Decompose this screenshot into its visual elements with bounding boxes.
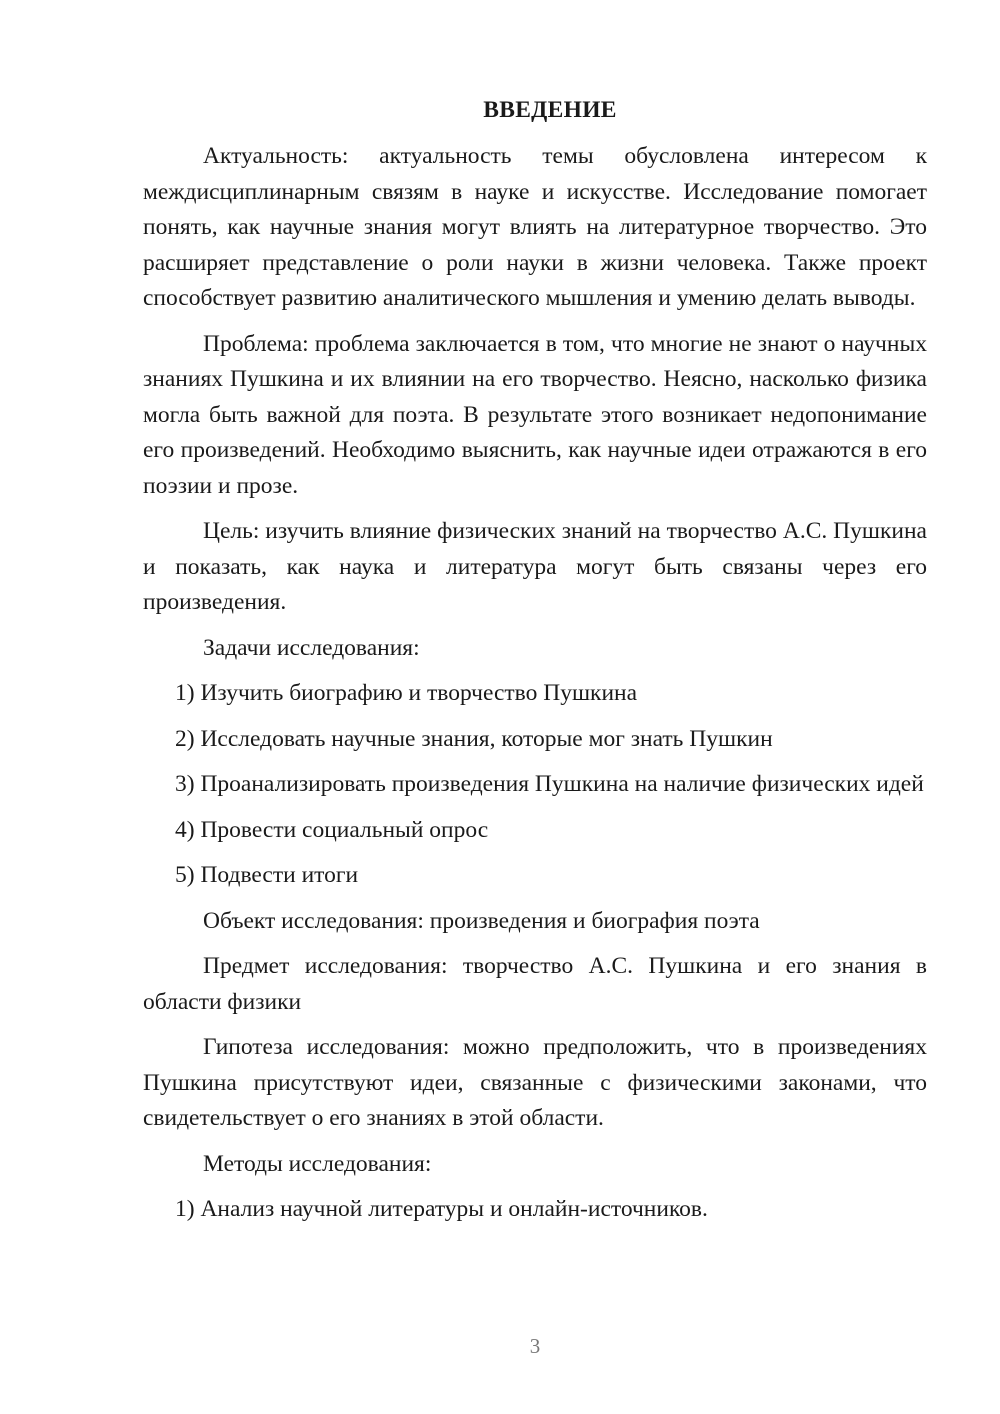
page-title: ВВЕДЕНИЕ <box>483 97 617 123</box>
relevance-paragraph: Актуальность: актуальность темы обусловлена интересом к междисциплинарным связям в науке и искусстве. Исследование помогает понять, как научные знания могут влиять на литературное творчество. Это расширяет представление о роли науки в жизни человека. Также проект способствует развитию аналитического мышления и умению делать выводы. <box>143 143 927 311</box>
subject-paragraph: Предмет исследования: творчество А.С. Пушкина и его знания в области физики <box>143 953 927 1015</box>
hypothesis-paragraph: Гипотеза исследования: можно предположить, что в произведениях Пушкина присутствуют идеи, связанные с физическими законами, что свидетельствует о его знаниях в этой области. <box>143 1034 927 1131</box>
task-item: 3) Проанализировать произведения Пушкина на наличие физических идей <box>175 771 924 797</box>
task-item: 4) Провести социальный опрос <box>175 816 489 843</box>
method-item: 1) Анализ научной литературы и онлайн-источников. <box>175 1196 708 1222</box>
task-item: 2) Исследовать научные знания, которые мог знать Пушкин <box>175 725 773 752</box>
task-item: 1) Изучить биографию и творчество Пушкина <box>175 680 638 706</box>
object-paragraph: Объект исследования: произведения и биография поэта <box>203 907 760 934</box>
tasks-heading: Задачи исследования: <box>203 634 420 661</box>
task-item: 5) Подвести итоги <box>175 862 359 888</box>
page-content <box>143 93 927 1228</box>
methods-heading: Методы исследования: <box>203 1150 432 1177</box>
goal-paragraph: Цель: изучить влияние физических знаний на творчество А.С. Пушкина и показать, как наука и литература могут быть связаны через его произведения. <box>143 518 927 615</box>
page-number: 3 <box>529 1334 541 1358</box>
problem-paragraph: Проблема: проблема заключается в том, что многие не знают о научных знаниях Пушкина и их влиянии на его творчество. Неясно, насколько физика могла быть важной для поэта. В результате этого возникает недопонимание его произведений. Необходимо выяснить, как научные идеи отражаются в его поэзии и прозе. <box>143 330 927 499</box>
